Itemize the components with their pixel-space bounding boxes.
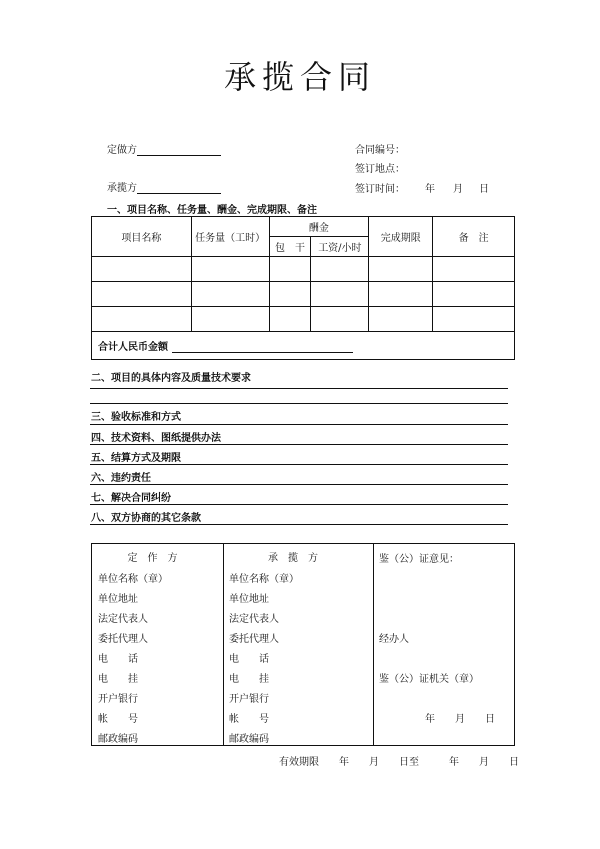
section-6-heading: 六、违约责任 [91, 473, 151, 484]
total-underline [172, 342, 353, 353]
sign-year: 年 [425, 184, 435, 195]
section-8-line [90, 524, 508, 525]
contractor-address[interactable]: 单位地址 [229, 594, 269, 605]
header-remark: 备 注 [433, 217, 515, 257]
header-deadline: 完成期限 [369, 217, 433, 257]
orderer-column-header: 定作方 [127, 553, 188, 564]
table-cell[interactable] [311, 257, 369, 282]
header-lump: 包 干 [269, 237, 311, 257]
signature-table [91, 543, 515, 746]
document-title: 承揽合同 [223, 58, 376, 96]
header-hourly: 工资/小时 [311, 237, 369, 257]
section-4-heading: 四、技术资料、图纸提供办法 [91, 433, 221, 444]
sign-month: 月 [453, 184, 463, 195]
contractor-field[interactable] [107, 179, 221, 194]
contractor-bank[interactable]: 开户银行 [229, 694, 269, 705]
sign-time-label: 签订时间： [355, 184, 405, 195]
orderer-bank[interactable]: 开户银行 [98, 694, 138, 705]
orderer-agent[interactable]: 委托代理人 [98, 634, 148, 645]
contractor-underline [137, 183, 221, 194]
section-1-heading: 一、项目名称、任务量、酬金、完成期限、备注 [107, 205, 317, 216]
table-cell[interactable] [92, 282, 192, 307]
header-item-name: 项目名称 [92, 217, 192, 257]
orderer-column [92, 544, 224, 745]
table-cell[interactable] [369, 282, 433, 307]
header-workload: 任务量（工时） [191, 217, 269, 257]
header-fee: 酬金 [269, 217, 369, 237]
section-7-line [90, 504, 508, 505]
contractor-account[interactable]: 帐 号 [229, 714, 269, 725]
notary-handler-label[interactable]: 经办人 [379, 634, 409, 645]
notary-column [373, 544, 514, 745]
table-cell[interactable] [311, 307, 369, 332]
contract-no-label: 合同编号： [355, 145, 405, 156]
orderer-address[interactable]: 单位地址 [98, 594, 138, 605]
contractor-legal-rep[interactable]: 法定代表人 [229, 614, 279, 625]
section-3-heading: 三、验收标准和方式 [91, 412, 181, 423]
table-row [92, 257, 515, 282]
contractor-company-name[interactable]: 单位名称（章） [229, 574, 299, 585]
section-2-line [90, 403, 508, 404]
section-7-heading: 七、解决合同纠纷 [91, 493, 171, 504]
table-cell[interactable] [191, 257, 269, 282]
section-5-line [90, 464, 508, 465]
contractor-postcode[interactable]: 邮政编码 [229, 734, 269, 745]
section-2-heading: 二、项目的具体内容及质量技术要求 [91, 373, 251, 384]
orderer-phone[interactable]: 电 话 [98, 654, 138, 665]
table-cell[interactable] [311, 282, 369, 307]
contractor-column [223, 544, 374, 745]
table-cell[interactable] [269, 307, 311, 332]
table-cell[interactable] [191, 282, 269, 307]
contractor-agent[interactable]: 委托代理人 [229, 634, 279, 645]
orderer-legal-rep[interactable]: 法定代表人 [98, 614, 148, 625]
section-3-line [90, 424, 508, 425]
orderer-account[interactable]: 帐 号 [98, 714, 138, 725]
section-5-heading: 五、结算方式及期限 [91, 453, 181, 464]
table-cell[interactable] [269, 257, 311, 282]
table-row [92, 282, 515, 307]
table-cell[interactable] [369, 257, 433, 282]
contractor-phone[interactable]: 电 话 [229, 654, 269, 665]
table-row [92, 307, 515, 332]
section-2-line [90, 388, 508, 389]
validity-period: 有效期限 年 月 日至 年 月 日 [279, 757, 519, 768]
orderer-underline [137, 145, 221, 156]
orderer-label: 定做方 [107, 145, 137, 156]
total-cell[interactable] [92, 332, 515, 360]
table-cell[interactable] [433, 307, 515, 332]
table-cell[interactable] [433, 282, 515, 307]
table-cell[interactable] [433, 257, 515, 282]
contractor-telegraph[interactable]: 电 挂 [229, 674, 269, 685]
section-8-heading: 八、双方协商的其它条款 [91, 513, 201, 524]
table-cell[interactable] [191, 307, 269, 332]
sign-day: 日 [479, 184, 489, 195]
table-cell[interactable] [92, 257, 192, 282]
orderer-field[interactable] [107, 141, 221, 156]
section-4-line [90, 444, 508, 445]
total-label: 合计人民币金额 [98, 342, 168, 353]
notary-authority-label[interactable]: 鉴（公）证机关（章） [379, 674, 479, 685]
items-table [91, 216, 515, 360]
notary-date: 年 月 日 [425, 714, 495, 725]
table-cell[interactable] [92, 307, 192, 332]
section-6-line [90, 484, 508, 485]
total-row [92, 332, 515, 360]
orderer-company-name[interactable]: 单位名称（章） [98, 574, 168, 585]
notary-opinion-label: 鉴（公）证意见： [379, 554, 459, 565]
orderer-postcode[interactable]: 邮政编码 [98, 734, 138, 745]
orderer-telegraph[interactable]: 电 挂 [98, 674, 138, 685]
table-cell[interactable] [369, 307, 433, 332]
contractor-label: 承揽方 [107, 183, 137, 194]
table-cell[interactable] [269, 282, 311, 307]
contractor-column-header: 承揽方 [268, 553, 328, 564]
sign-place-label: 签订地点： [355, 164, 405, 175]
